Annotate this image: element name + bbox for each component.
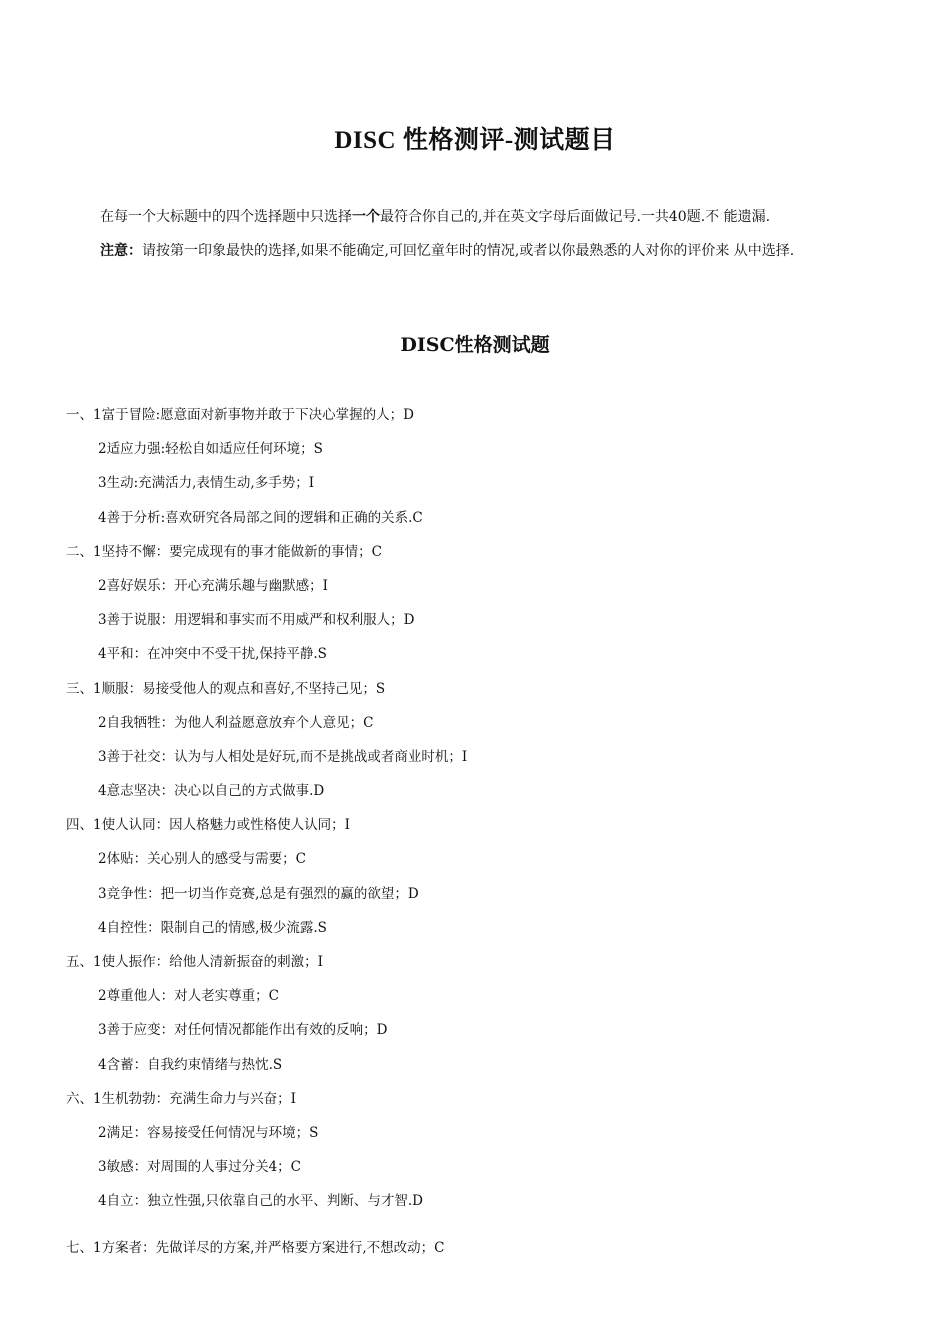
- intro-instruction: 在每一个大标题中的四个选择题中只选择一个最符合你自己的,并在英文字母后面做记号.一共40题.不 能遗漏.: [100, 209, 771, 225]
- question-number: 三、: [66, 680, 93, 697]
- option-text: 3敏感：对周围的人事过分关4；C: [98, 1159, 302, 1176]
- option-text: 3竞争性：把一切当作竞赛,总是有强烈的赢的欲望；D: [98, 885, 419, 902]
- question-gap: [66, 1219, 896, 1231]
- question-option: [66, 637, 896, 671]
- option-text: 4自立：独立性强,只依靠自己的水平、判断、与才智.D: [98, 1193, 423, 1210]
- question-option: [66, 1116, 896, 1150]
- question-option: [66, 979, 896, 1013]
- option-text: 3生动:充满活力,表情生动,多手势；I: [98, 475, 315, 492]
- document-title: DISC 性格测评-测试题目: [334, 127, 616, 154]
- question-option: [66, 1184, 896, 1218]
- option-text: 1使人振作：给他人清新振奋的刺激；I: [93, 954, 323, 970]
- question-number: 二、: [66, 543, 93, 560]
- option-text: 1使人认同：因人格魅力或性格使人认同；I: [93, 817, 350, 834]
- option-text: 4意志坚决：决心以自己的方式做事.D: [98, 783, 325, 800]
- question-first-option: [66, 398, 896, 432]
- option-text: 1顺服：易接受他人的观点和喜好,不坚持己见；S: [93, 680, 386, 697]
- option-text: 2满足：容易接受任何情况与环境；S: [98, 1124, 319, 1141]
- option-text: 2自我牺牲：为他人利益愿意放弃个人意见；C: [98, 714, 374, 731]
- option-text: 4含蓄：自我约束情绪与热忱.S: [98, 1056, 283, 1073]
- question-first-option: [66, 1082, 896, 1116]
- question-option: [66, 740, 896, 774]
- question-first-option: [66, 535, 896, 569]
- question-option: [66, 569, 896, 603]
- question-first-option: [66, 808, 896, 842]
- intro-section: [66, 200, 886, 268]
- question-list: [66, 398, 896, 1265]
- option-text: 3善于应变：对任何情况都能作出有效的反响；D: [98, 1022, 388, 1039]
- question-option: [66, 774, 896, 808]
- option-text: 2喜好娱乐：开心充满乐趣与幽默感；I: [98, 577, 328, 594]
- option-text: 3善于社交：认为与人相处是好玩,而不是挑战或者商业时机；I: [98, 748, 468, 765]
- option-text: 1生机勃勃：充满生命力与兴奋；I: [93, 1090, 296, 1107]
- option-text: 2体贴：关心别人的感受与需要；C: [98, 851, 306, 868]
- question-first-option: [66, 1231, 896, 1265]
- question-first-option: [66, 945, 896, 979]
- question-option: [66, 466, 896, 500]
- section-subtitle: DISC性格测试题: [400, 334, 550, 356]
- question-option: [66, 603, 896, 637]
- option-text: 1富于冒险:愿意面对新事物并敢于下决心掌握的人；D: [93, 407, 414, 423]
- question-option: [66, 1013, 896, 1047]
- question-number: 七、: [66, 1239, 93, 1256]
- option-text: 2适应力强:轻松自如适应任何环境；S: [98, 441, 323, 458]
- question-number: 六、: [66, 1090, 93, 1107]
- option-text: 1坚持不懈：要完成现有的事才能做新的事情；C: [93, 543, 382, 560]
- question-option: [66, 1048, 896, 1082]
- question-option: [66, 877, 896, 911]
- question-option: [66, 842, 896, 876]
- question-number: 五、: [66, 954, 93, 970]
- question-first-option: [66, 672, 896, 706]
- option-text: 4自控性：限制自己的情感,极少流露.S: [98, 919, 327, 936]
- question-option: [66, 706, 896, 740]
- option-text: 3善于说服：用逻辑和事实而不用威严和权利服人；D: [98, 612, 415, 629]
- note-text: 请按第一印象最快的选择,如果不能确定,可回忆童年时的情况,或者以你最熟悉的人对你的评价来 从中选择.: [142, 243, 795, 259]
- intro-note: [66, 234, 886, 268]
- option-text: 2尊重他人：对人老实尊重；C: [98, 988, 279, 1005]
- option-text: 1方案者：先做详尽的方案,并严格要方案进行,不想改动；C: [93, 1239, 445, 1256]
- question-option: [66, 911, 896, 945]
- question-option: [66, 501, 896, 535]
- note-label: 注意：: [100, 243, 142, 259]
- question-option: [66, 432, 896, 466]
- question-option: [66, 1150, 896, 1184]
- question-number: 四、: [66, 817, 93, 834]
- question-number: 一、: [66, 407, 93, 423]
- option-text: 4平和：在冲突中不受干扰,保持平静.S: [98, 646, 327, 663]
- option-text: 4善于分析:喜欢研究各局部之间的逻辑和正确的关系.C: [98, 509, 423, 526]
